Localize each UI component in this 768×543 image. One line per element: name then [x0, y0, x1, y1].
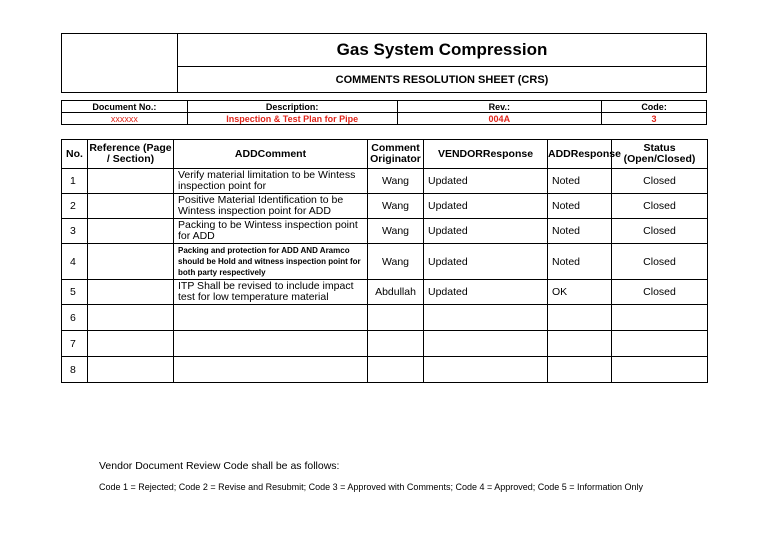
table-row [62, 280, 708, 305]
cell-no: 7 [62, 331, 88, 357]
cell-originator: Abdullah [368, 280, 424, 305]
cell-no: 6 [62, 305, 88, 331]
cell-status [612, 331, 708, 357]
table-row [62, 305, 708, 331]
review-code-legend: Code 1 = Rejected; Code 2 = Revise and Resubmit; Code 3 = Approved with Comments; Code 4 = Approved; Code 5 = Information Only [99, 482, 644, 492]
col-header-no: No. [62, 140, 88, 169]
cell-add-response [548, 331, 612, 357]
cell-status: Closed [612, 219, 708, 244]
cell-reference [88, 219, 174, 244]
col-header-reference: Reference (Page / Section) [88, 140, 174, 169]
cell-no: 8 [62, 357, 88, 383]
cell-comment [174, 305, 368, 331]
comments-table [61, 139, 708, 383]
doc-no-value: xxxxxx [62, 113, 188, 125]
table-row [62, 169, 708, 194]
cell-add-response: Noted [548, 194, 612, 219]
cell-reference [88, 331, 174, 357]
cell-vendor-response: Updated [424, 244, 548, 280]
rev-value: 004A [397, 113, 602, 125]
cell-originator: Wang [368, 169, 424, 194]
table-row [62, 219, 708, 244]
code-label: Code: [602, 101, 707, 113]
doc-no-label: Document No.: [62, 101, 188, 113]
rev-label: Rev.: [397, 101, 602, 113]
cell-no: 2 [62, 194, 88, 219]
cell-status: Closed [612, 280, 708, 305]
cell-reference [88, 280, 174, 305]
cell-add-response: OK [548, 280, 612, 305]
cell-vendor-response [424, 357, 548, 383]
col-header-vendor-response: VENDORResponse [424, 140, 548, 169]
review-code-heading: Vendor Document Review Code shall be as follows: [99, 460, 340, 472]
col-header-status: Status (Open/Closed) [612, 140, 708, 169]
cell-status [612, 357, 708, 383]
cell-comment: Packing to be Wintess inspection point for ADD [174, 219, 368, 244]
table-row [62, 194, 708, 219]
cell-comment [174, 331, 368, 357]
table-row [62, 357, 708, 383]
cell-originator: Wang [368, 244, 424, 280]
col-header-originator: Comment Originator [368, 140, 424, 169]
cell-reference [88, 244, 174, 280]
cell-comment: Verify material limitation to be Wintess inspection point for [174, 169, 368, 194]
cell-reference [88, 305, 174, 331]
cell-no: 4 [62, 244, 88, 280]
cell-originator [368, 357, 424, 383]
cell-vendor-response: Updated [424, 280, 548, 305]
cell-comment [174, 357, 368, 383]
cell-reference [88, 194, 174, 219]
cell-reference [88, 357, 174, 383]
cell-comment: ITP Shall be revised to include impact test for low temperature material [174, 280, 368, 305]
cell-vendor-response [424, 331, 548, 357]
col-header-comment: ADDComment [174, 140, 368, 169]
cell-originator [368, 331, 424, 357]
cell-add-response: Noted [548, 169, 612, 194]
cell-status: Closed [612, 194, 708, 219]
description-label: Description: [187, 101, 397, 113]
table-header-row [62, 140, 708, 169]
cell-add-response: Noted [548, 219, 612, 244]
cell-vendor-response [424, 305, 548, 331]
cell-comment: Packing and protection for ADD AND Aramco should be Hold and witness inspection point for both party respectively [174, 244, 368, 280]
document-title: Gas System Compression [178, 34, 707, 67]
cell-add-response: Noted [548, 244, 612, 280]
cell-originator: Wang [368, 219, 424, 244]
cell-add-response [548, 357, 612, 383]
cell-vendor-response: Updated [424, 219, 548, 244]
col-header-add-response: ADDResponse [548, 140, 612, 169]
table-row [62, 244, 708, 280]
cell-add-response [548, 305, 612, 331]
cell-no: 3 [62, 219, 88, 244]
cell-vendor-response: Updated [424, 194, 548, 219]
cell-status: Closed [612, 169, 708, 194]
cell-originator: Wang [368, 194, 424, 219]
code-value: 3 [602, 113, 707, 125]
cell-vendor-response: Updated [424, 169, 548, 194]
cell-comment: Positive Material Identification to be Wintess inspection point for ADD [174, 194, 368, 219]
logo-placeholder [62, 34, 178, 93]
cell-no: 5 [62, 280, 88, 305]
cell-no: 1 [62, 169, 88, 194]
document-header [61, 33, 707, 93]
cell-status [612, 305, 708, 331]
document-subtitle: COMMENTS RESOLUTION SHEET (CRS) [178, 67, 707, 93]
document-info-table [61, 100, 707, 125]
cell-reference [88, 169, 174, 194]
description-value: Inspection & Test Plan for Pipe [187, 113, 397, 125]
table-row [62, 331, 708, 357]
cell-status: Closed [612, 244, 708, 280]
cell-originator [368, 305, 424, 331]
